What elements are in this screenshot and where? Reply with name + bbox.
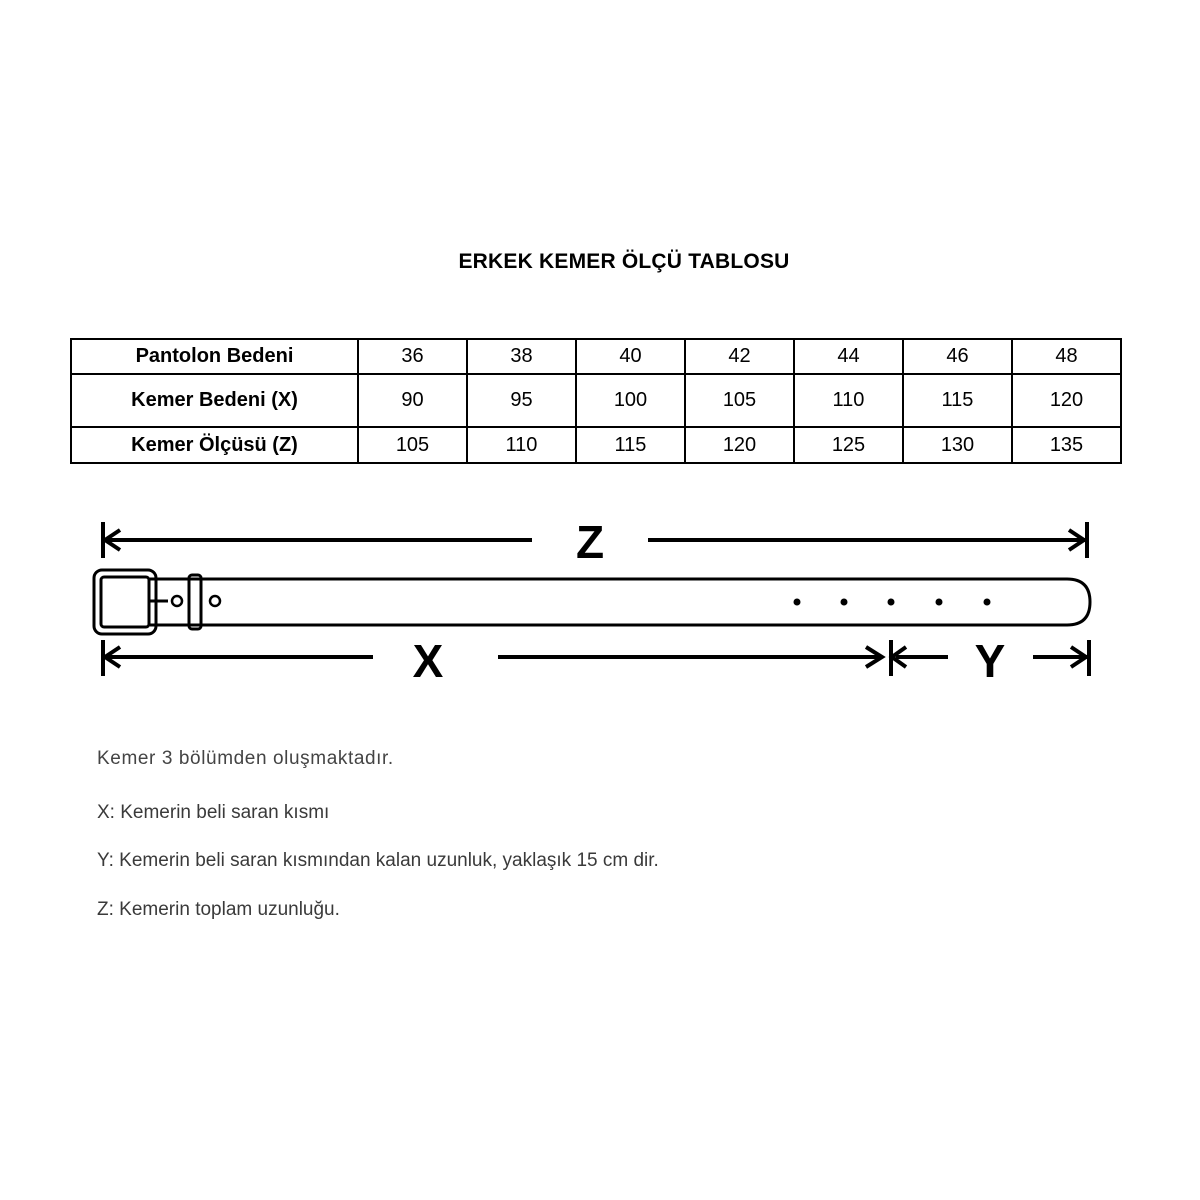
table-cell: 130 (903, 427, 1012, 463)
table-cell: 95 (467, 374, 576, 427)
table-row (71, 374, 1121, 427)
z-label: Z (575, 516, 605, 568)
table-cell: 36 (358, 339, 467, 374)
note-y: Y: Kemerin beli saran kısmından kalan uzunluk, yaklaşık 15 cm dir. (97, 850, 659, 871)
buckle-icon (94, 570, 168, 634)
table-cell: 120 (1012, 374, 1121, 427)
table-cell: 44 (794, 339, 903, 374)
table-row (71, 339, 1121, 374)
table-cell: 48 (1012, 339, 1121, 374)
table-cell: 120 (685, 427, 794, 463)
table-cell: 105 (685, 374, 794, 427)
x-label: X (412, 635, 444, 687)
row-header: Kemer Ölçüsü (Z) (71, 427, 358, 463)
table-cell: 105 (358, 427, 467, 463)
table-cell: 90 (358, 374, 467, 427)
note-z: Z: Kemerin toplam uzunluğu. (97, 899, 340, 920)
table-row (71, 427, 1121, 463)
table-cell: 115 (903, 374, 1012, 427)
size-table (70, 338, 1122, 464)
y-label: Y (974, 635, 1006, 687)
xy-dimension-line (103, 640, 1089, 676)
table-cell: 110 (467, 427, 576, 463)
table-cell: 110 (794, 374, 903, 427)
table-cell: 100 (576, 374, 685, 427)
table-cell: 46 (903, 339, 1012, 374)
table-cell: 38 (467, 339, 576, 374)
page-title: ERKEK KEMER ÖLÇÜ TABLOSU (458, 250, 790, 273)
row-header: Pantolon Bedeni (71, 339, 358, 374)
row-header: Kemer Bedeni (X) (71, 374, 358, 427)
table-cell: 135 (1012, 427, 1121, 463)
note-intro: Kemer 3 bölümden oluşmaktadır. (97, 748, 394, 769)
belt-hole (210, 596, 220, 606)
table-cell: 40 (576, 339, 685, 374)
belt-diagram (0, 500, 1200, 700)
belt-holes (794, 599, 991, 606)
belt-loop (189, 575, 201, 629)
table-cell: 115 (576, 427, 685, 463)
note-x: X: Kemerin beli saran kısmı (97, 802, 330, 823)
table-cell: 42 (685, 339, 794, 374)
table-cell: 125 (794, 427, 903, 463)
belt-hole (172, 596, 182, 606)
belt-strap (150, 579, 1090, 625)
